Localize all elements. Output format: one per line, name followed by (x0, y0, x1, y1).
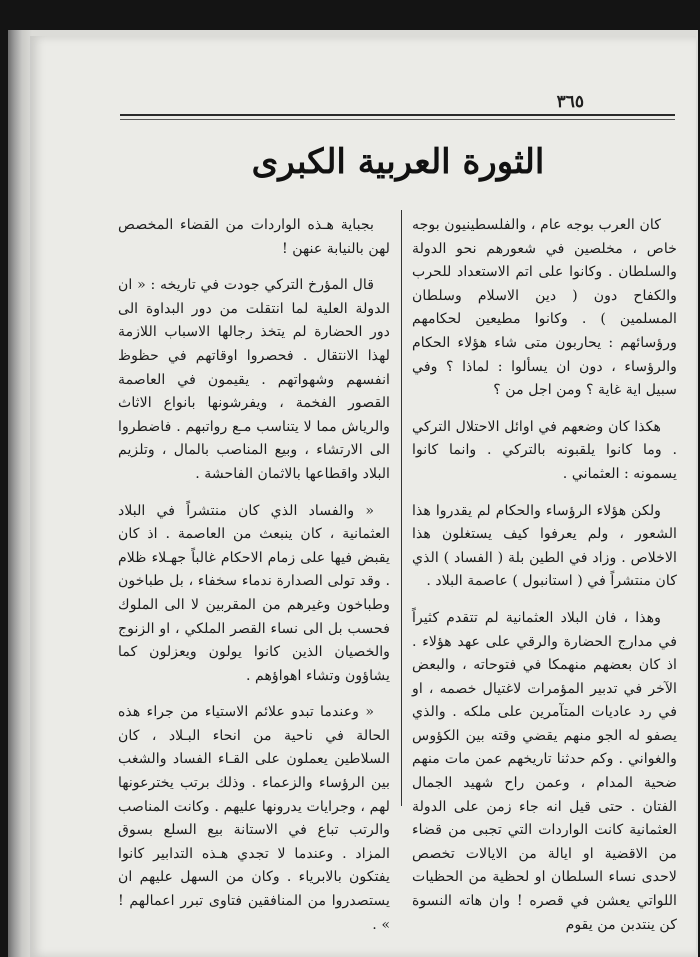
header-rule (120, 114, 675, 116)
right-column (412, 214, 677, 950)
left-paragraph-1: بجباية هـذه الواردات من القضاء المخصص لهن بالنيابة عنهن ! (118, 217, 390, 257)
header-rule-thin (120, 119, 675, 120)
page-number: ٣٦٥ (556, 92, 584, 112)
chapter-title: الثورة العربية الكبرى (251, 142, 545, 182)
left-paragraph-3: « والفساد الذي كان منتشراً في البلاد العثمانية ، كان ينبعث من العاصمة . اذ كان يقبض فيها على زمام الاحكام غالباً جهـلاء ظلام . وقد تولى الصدارة ندماء سخفاء ، بل طباخون وطباخون وغيرهم من المقربين لا الى الملوك فحسب بل الى نساء القصر الملكي ، او الزنوج والخصيان الذين كانوا يولون ويعزلون كما يشاؤون وتشاء اهواؤهم . (118, 502, 390, 684)
left-paragraph-2: قال المؤرخ التركي جودت في تاريخه : « ان الدولة العلية لما انتقلت من دور البداوة الى دور الحضارة لم يتخذ رجالها الاسباب اللازمة لهذا الانتقال . فحصروا اوقاتهم في حظوظ انفسهم وشهواتهم . يقيمون في العاصمة القصور الفخمة ، ويفرشونها بانواع الاثاث والرياش مما لا يتناسب مـع رواتبهم . فاضطروا الى الارتشاء ، وبيع المناصب بالمال ، وتلزيم البلاد واقطاعها بالاثمان الفاحشة . (118, 277, 390, 482)
right-paragraph-3: ولكن هؤلاء الرؤساء والحكام لم يقدروا هذا الشعور ، ولم يعرفوا كيف يستغلون هذا الاخلاص . وزاد في الطين بلة ( الفساد ) الذي كان منتشراً في ( استانبول ) عاصمة البلاد . (412, 502, 677, 590)
right-paragraph-1: كان العرب بوجه عام ، والفلسطينيون بوجه خاص ، مخلصين في شعورهم نحو الدولة والسلطان . وكانوا على اتم الاستعداد للحرب والكفاح دون ( دين الاسلام وسلطان المسلمين ) . وكانوا مطيعين لحكامهم ورؤسائهم : يحاربون متى شاء هؤلاء الحكام والرؤساء ، دون ان يسألوا : لماذا ؟ وفي سبيل اية غاية ؟ ومن اجل من ؟ (412, 217, 677, 399)
left-paragraph-4: « وعندما تبدو علائم الاستياء من جراء هذه الحالة في ناحية من انحاء البـلاد ، كان السلاطين يعملون على القـاء الفساد والشغب بين الرؤساء والزعماء . وذلك برتب يخترعونها لهم ، وجرايات يدرونها عليهم . وكانت المناصب والرتب تباع في الاستانة بيع السلع بسوق المزاد . وعندما لا تجدي هـذه التدابير كانوا يفتكون بالابرياء . وكان من السهل عليهم ان يستصدروا من المنافقين فتاوى تبرر اعمالهم ! » . (118, 704, 390, 933)
column-divider (401, 210, 402, 806)
right-paragraph-4: وهذا ، فان البلاد العثمانية لم تتقدم كثيراً في مدارج الحضارة والرقي على عهد هؤلاء . اذ كان بعضهم منهمكا في فتوحاته ، والبعض الآخر في تدبير المؤمرات لاغتيال خصمه ، او في رد عاديات المتآمرين على ملكه . والذي يصفو له الجو منهم يقضي وقته بين الكؤوس والغواني . وكم حدثنا تاريخهم عمن مات منهم ضحية المدام ، وعمن راح شهيد الجمال الفتان . حتى قيل انه جاء زمن على الدولة العثمانية كانت الواردات التي تجبى من قضاء من الاقضية او ايالة من الايالات تخصص لاحدى نساء السلطان او لحظية من الحظيات اللواتي يعشن في قصره ! وان هاته النسوة كن ينتدبن من يقوم (412, 609, 677, 933)
right-paragraph-2: هكذا كان وضعهم في اوائل الاحتلال التركي . وما كانوا يلقبونه بالتركي . وانما كانوا يسمونه : العثماني . (412, 418, 677, 482)
left-column (118, 214, 390, 950)
